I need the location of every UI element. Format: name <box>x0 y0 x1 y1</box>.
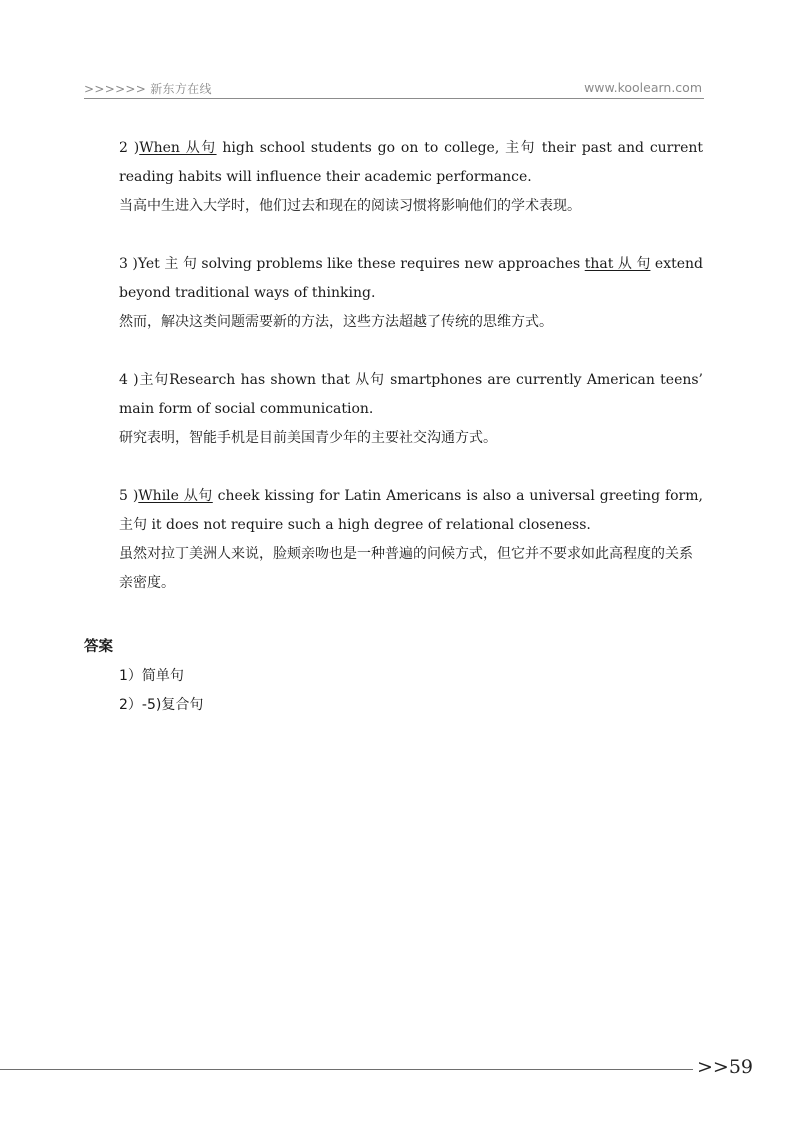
footer-divider <box>0 1069 693 1070</box>
answer-line: 1）简单句 <box>119 668 184 684</box>
sentence-text: smartphones are currently American teens’ main form of social communication. <box>119 372 704 417</box>
clause-marker-main: 主句 <box>119 517 147 533</box>
clause-marker-main: 主句 <box>138 372 170 388</box>
chinese-translation: 然而，解决这类问题需要新的方法，这些方法超越了传统的思维方式。 <box>119 314 553 330</box>
answer-line: 2）-5)复合句 <box>119 697 204 713</box>
chinese-translation: 研究表明，智能手机是目前美国青少年的主要社交沟通方式。 <box>119 430 497 446</box>
item-number: 5 ) <box>119 488 139 504</box>
chinese-translation: 虽然对拉丁美洲人来说，脸颊亲吻也是一种普遍的问候方式，但它并不要求如此高程度的关系亲密度。 <box>119 546 693 591</box>
sentence-text: high school students go on to college, <box>216 140 506 156</box>
clause-marker-main: 主 句 <box>164 256 197 272</box>
sentence-text: their past and current reading habits will influence their academic performance. <box>119 140 703 185</box>
page-number: >>59 <box>697 1056 754 1078</box>
sentence-text: it does not require such a high degree of relational closeness. <box>147 517 591 533</box>
clause-marker-subordinate: While 从句 <box>138 488 213 504</box>
sentence-text: cheek kissing for Latin Americans is also a universal greeting form, <box>212 488 703 504</box>
example-sentence <box>119 134 703 192</box>
example-item-2 <box>119 134 703 221</box>
item-number: 3 ) <box>119 256 138 272</box>
header-site-name: >>>>>> 新东方在线 <box>84 82 212 96</box>
example-sentence <box>119 366 703 424</box>
example-item-5 <box>119 482 703 598</box>
example-item-4 <box>119 366 703 453</box>
sentence-text: Research has shown that <box>169 372 356 388</box>
sentence-text: extend beyond traditional ways of thinking. <box>119 256 704 301</box>
clause-marker-subordinate: 从句 <box>355 372 385 388</box>
item-number: 2 ) <box>119 140 140 156</box>
item-number: 4 ) <box>119 372 139 388</box>
example-sentence <box>119 250 703 308</box>
sentence-text: Yet <box>137 256 165 272</box>
example-item-3 <box>119 250 703 337</box>
chinese-translation: 当高中生进入大学时，他们过去和现在的阅读习惯将影响他们的学术表现。 <box>119 198 581 214</box>
example-sentence <box>119 482 703 540</box>
clause-marker-subordinate: that 从 句 <box>584 256 651 272</box>
clause-marker-main: 主句 <box>505 140 536 156</box>
clause-marker-subordinate: When 从句 <box>139 140 217 156</box>
header-divider <box>84 98 704 99</box>
answer-heading: 答案 <box>84 639 113 655</box>
header-url[interactable]: www.koolearn.com <box>584 80 702 95</box>
sentence-text: solving problems like these requires new approaches <box>196 256 585 272</box>
